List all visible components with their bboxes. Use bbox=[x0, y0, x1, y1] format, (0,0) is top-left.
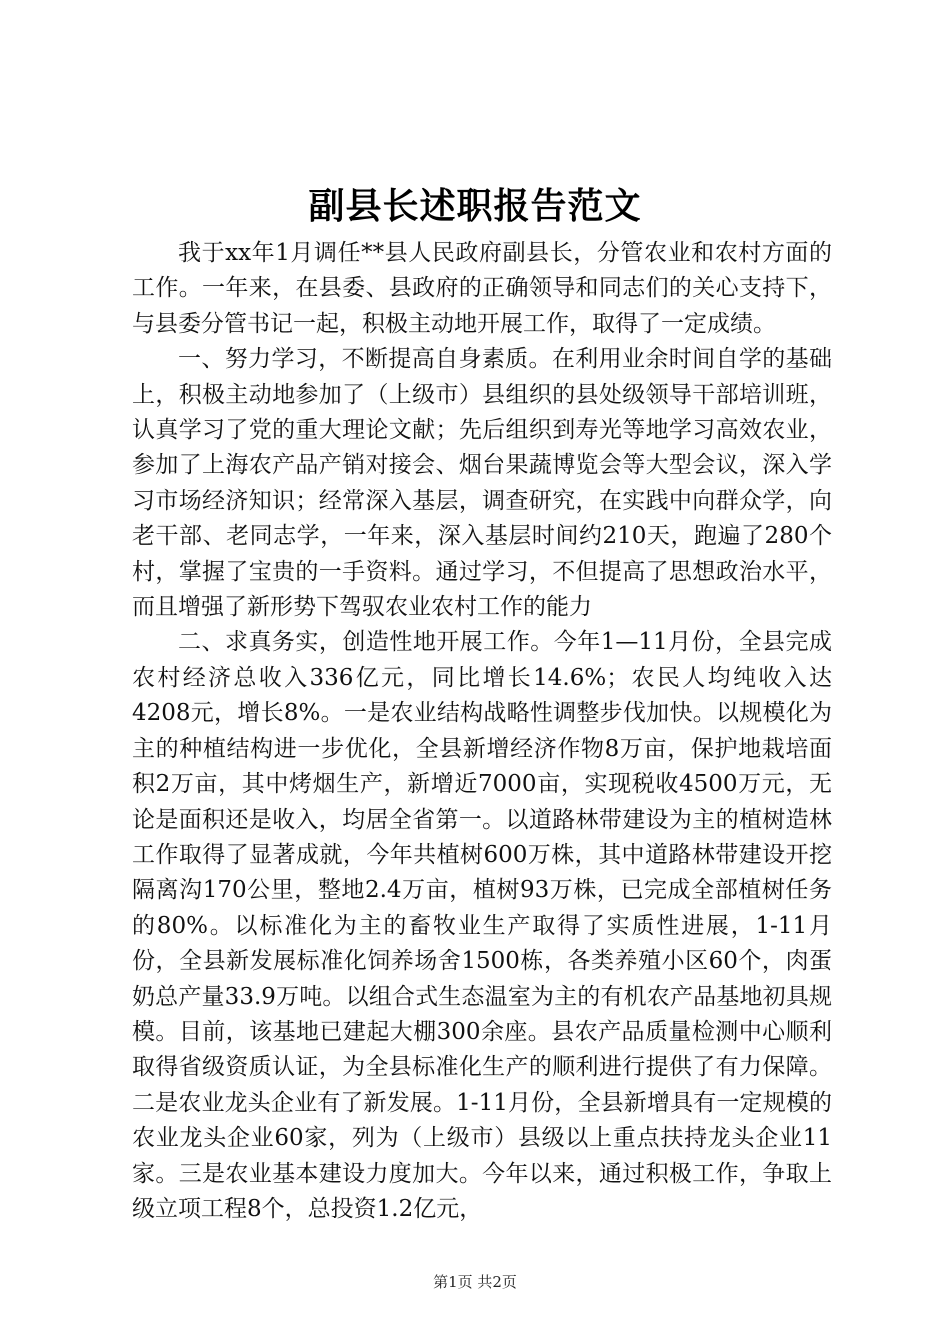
paragraph-intro: 我于xx年1月调任**县人民政府副县长，分管农业和农村方面的工作。一年来，在县委、县政府的正确领导和同志们的关心支持下，与县委分管书记一起，积极主动地开展工作，取得了一定成绩。 bbox=[132, 240, 832, 337]
document-body bbox=[132, 236, 832, 1227]
paragraph-section-2: 二、求真务实，创造性地开展工作。今年1—11月份，全县完成农村经济总收入336亿元，同比增长14.6%；农民人均纯收入达4208元，增长8%。一是农业结构战略性调整步伐加快。以规模化为主的种植结构进一步优化，全县新增经济作物8万亩，保护地栽培面积2万亩，其中烤烟生产，新增近7000亩，实现税收4500万元，无论是面积还是收入，均居全省第一。以道路林带建设为主的植树造林工作取得了显著成就，今年共植树600万株，其中道路林带建设开挖隔离沟170公里，整地2.4万亩，植树93万株，已完成全部植树任务的80%。以标准化为主的畜牧业生产取得了实质性进展，1-11月份，全县新发展标准化饲养场舍1500栋，各类养殖小区60个，肉蛋奶总产量33.9万吨。以组合式生态温室为主的有机农产品基地初具规模。目前，该基地已建起大棚300余座。县农产品质量检测中心顺利取得省级资质认证，为全县标准化生产的顺利进行提供了有力保障。二是农业龙头企业有了新发展。1-11月份，全县新增具有一定规模的农业龙头企业60家，列为（上级市）县级以上重点扶持龙头企业11家。三是农业基本建设力度加大。今年以来，通过积极工作，争取上级立项工程8个，总投资1.2亿元， bbox=[132, 629, 832, 1222]
document-title: 副县长述职报告范文 bbox=[308, 185, 642, 227]
page-number-footer: 第1页 共2页 bbox=[433, 1273, 517, 1291]
paragraph-section-1: 一、努力学习，不断提高自身素质。在利用业余时间自学的基础上，积极主动地参加了（上级市）县组织的县处级领导干部培训班，认真学习了党的重大理论文献；先后组织到寿光等地学习高效农业，参加了上海农产品产销对接会、烟台果蔬博览会等大型会议，深入学习市场经济知识；经常深入基层，调查研究，在实践中向群众学，向老干部、老同志学，一年来，深入基层时间约210天，跑遍了280个村，掌握了宝贵的一手资料。通过学习，不但提高了思想政治水平，而且增强了新形势下驾驭农业农村工作的能力 bbox=[132, 346, 832, 621]
